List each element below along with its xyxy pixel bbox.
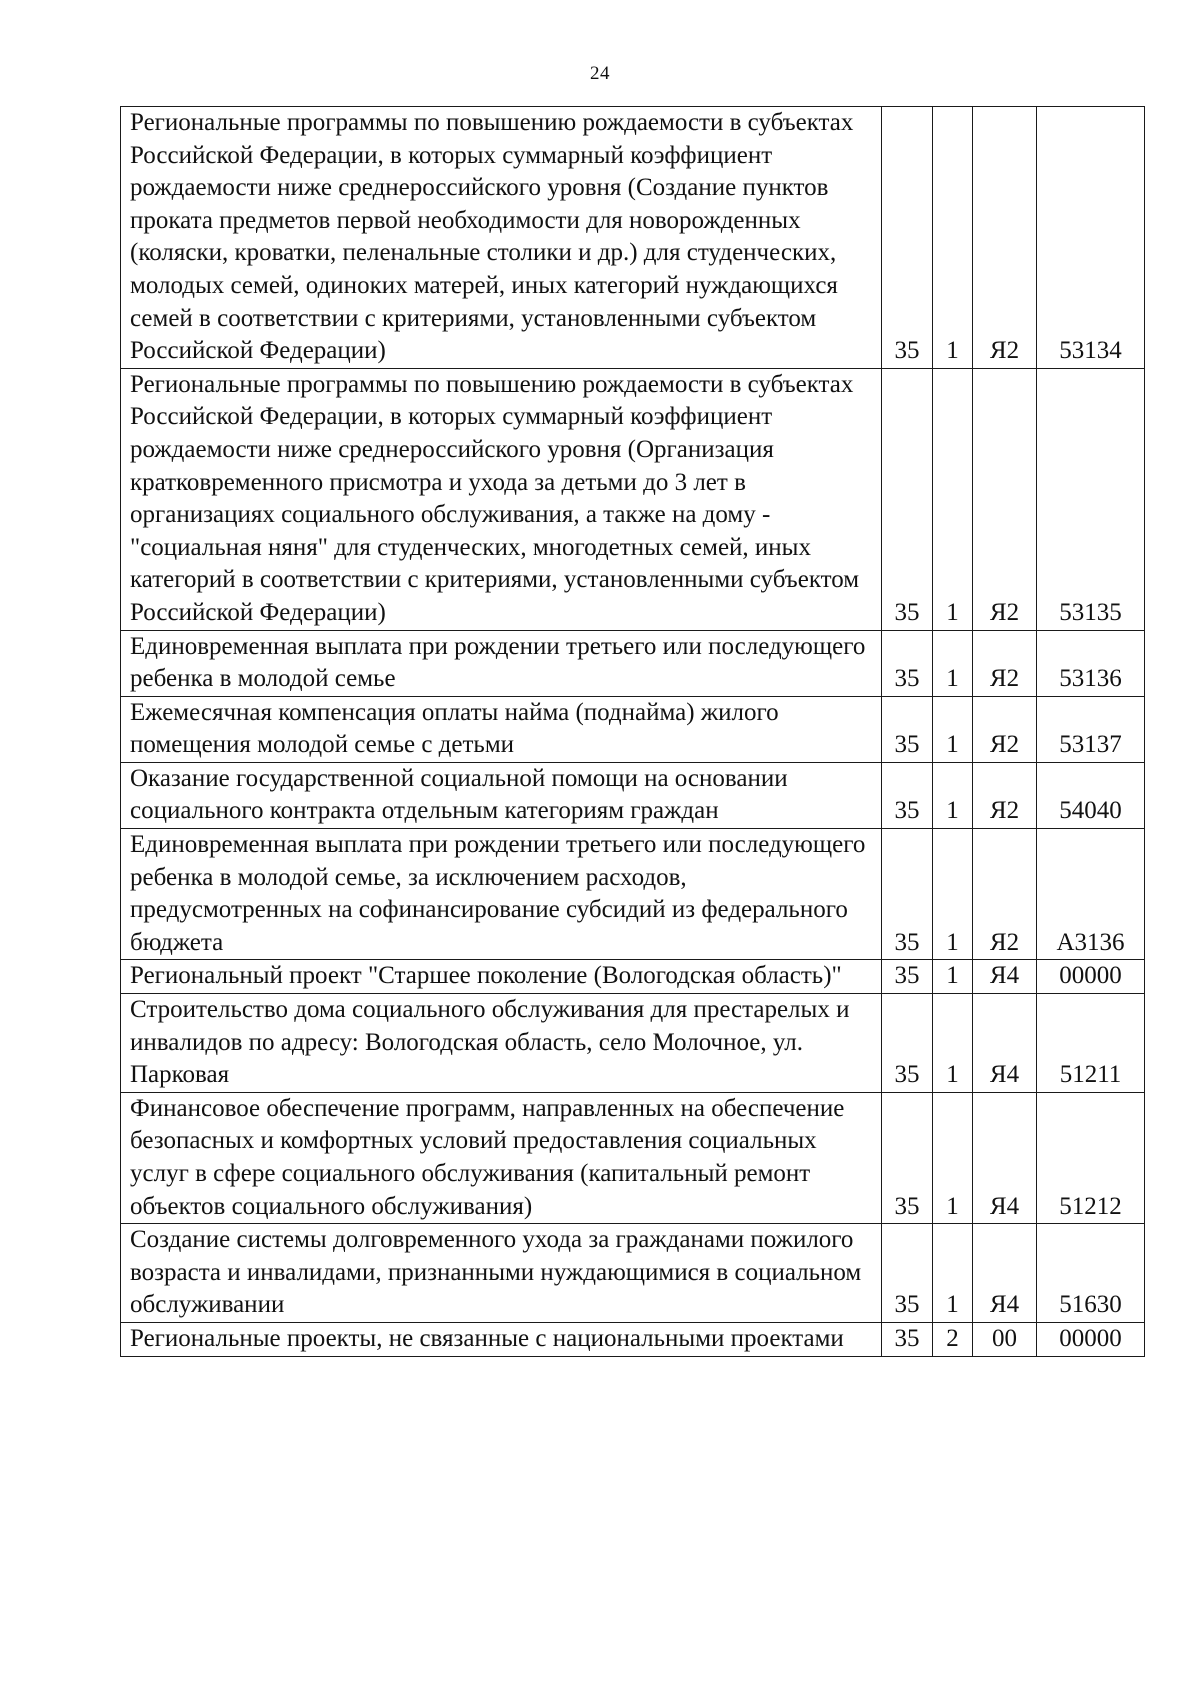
row-code-direction: 53137 [1037,696,1145,762]
row-code-project: Я4 [973,1092,1037,1223]
row-code-direction: 51630 [1037,1224,1145,1323]
row-code-program: 35 [882,1224,933,1323]
row-code-subprogram: 1 [933,630,973,696]
row-code-program: 35 [882,994,933,1093]
row-code-program: 35 [882,107,933,369]
row-code-program: 35 [882,368,933,630]
row-code-subprogram: 2 [933,1322,973,1356]
row-code-program: 35 [882,696,933,762]
row-code-direction: 00000 [1037,1322,1145,1356]
row-code-subprogram: 1 [933,1092,973,1223]
row-code-direction: 53135 [1037,368,1145,630]
row-code-direction: 00000 [1037,960,1145,994]
table-row [121,107,1145,369]
row-code-subprogram: 1 [933,762,973,828]
row-description: Региональные программы по повышению рождаемости в субъектах Российской Федерации, в которых суммарный коэффициент рождаемости ниже среднероссийского уровня (Создание пунктов проката предметов первой необходимости для новорожденных (коляски, кроватки, пеленальные столики и др.) для студенческих, молодых семей, одиноких матерей, иных категорий нуждающихся семей в соответствии с критериями, установленными субъектом Российской Федерации) [121,107,882,369]
row-code-project: Я2 [973,696,1037,762]
row-code-program: 35 [882,630,933,696]
table-row [121,829,1145,960]
budget-classification-table [120,106,1145,1357]
table-row [121,994,1145,1093]
row-code-direction: 54040 [1037,762,1145,828]
table-row [121,630,1145,696]
row-description: Ежемесячная компенсация оплаты найма (поднайма) жилого помещения молодой семье с детьми [121,696,882,762]
row-code-subprogram: 1 [933,1224,973,1323]
row-code-project: Я2 [973,829,1037,960]
row-code-project: Я2 [973,107,1037,369]
row-code-project: Я4 [973,960,1037,994]
row-code-project: 00 [973,1322,1037,1356]
row-description: Оказание государственной социальной помощи на основании социального контракта отдельным категориям граждан [121,762,882,828]
row-description: Региональные проекты, не связанные с национальными проектами [121,1322,882,1356]
row-code-program: 35 [882,960,933,994]
row-code-direction: 51211 [1037,994,1145,1093]
table-row [121,1322,1145,1356]
row-code-subprogram: 1 [933,829,973,960]
row-code-project: Я2 [973,762,1037,828]
row-code-project: Я2 [973,630,1037,696]
row-description: Строительство дома социального обслуживания для престарелых и инвалидов по адресу: Вологодская область, село Молочное, ул. Парковая [121,994,882,1093]
row-code-program: 35 [882,1322,933,1356]
table-row [121,1092,1145,1223]
row-description: Единовременная выплата при рождении третьего или последующего ребенка в молодой семье [121,630,882,696]
row-code-direction: 53136 [1037,630,1145,696]
table-row [121,696,1145,762]
row-code-direction: 53134 [1037,107,1145,369]
page-number: 24 [590,63,610,84]
row-code-subprogram: 1 [933,368,973,630]
row-description: Финансовое обеспечение программ, направленных на обеспечение безопасных и комфортных условий предоставления социальных услуг в сфере социального обслуживания (капитальный ремонт объектов социального обслуживания) [121,1092,882,1223]
row-description: Региональные программы по повышению рождаемости в субъектах Российской Федерации, в которых суммарный коэффициент рождаемости ниже среднероссийского уровня (Организация кратковременного присмотра и ухода за детьми до 3 лет в организациях социального обслуживания, а также на дому - "социальная няня" для студенческих, многодетных семей, иных категорий в соответствии с критериями, установленными субъектом Российской Федерации) [121,368,882,630]
row-code-project: Я4 [973,994,1037,1093]
table-row [121,368,1145,630]
row-code-subprogram: 1 [933,696,973,762]
table-row [121,960,1145,994]
row-code-direction: А3136 [1037,829,1145,960]
row-code-direction: 51212 [1037,1092,1145,1223]
row-code-program: 35 [882,762,933,828]
row-code-program: 35 [882,1092,933,1223]
row-code-subprogram: 1 [933,994,973,1093]
row-code-subprogram: 1 [933,107,973,369]
row-code-subprogram: 1 [933,960,973,994]
row-description: Региональный проект "Старшее поколение (Вологодская область)" [121,960,882,994]
table-row [121,762,1145,828]
row-description: Создание системы долговременного ухода за гражданами пожилого возраста и инвалидами, признанными нуждающимися в социальном обслуживании [121,1224,882,1323]
row-code-project: Я2 [973,368,1037,630]
row-code-project: Я4 [973,1224,1037,1323]
row-code-program: 35 [882,829,933,960]
row-description: Единовременная выплата при рождении третьего или последующего ребенка в молодой семье, за исключением расходов, предусмотренных на софинансирование субсидий из федерального бюджета [121,829,882,960]
table-row [121,1224,1145,1323]
